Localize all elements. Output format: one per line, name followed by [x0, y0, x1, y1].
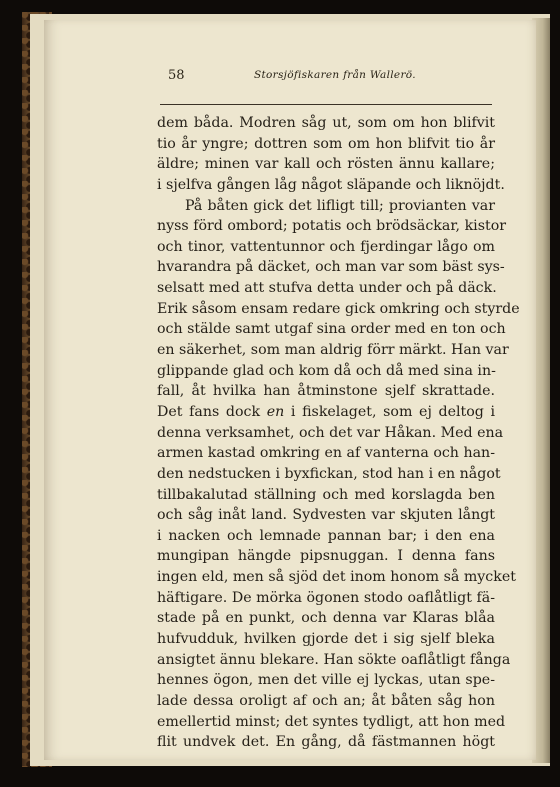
- header-rule: [160, 104, 492, 105]
- page-number: 58: [168, 68, 185, 83]
- text-line: Det fans dock en i fiskelaget, som ej deltog i: [157, 403, 496, 420]
- text-line: i nacken och lemnade pannan bar; i den ena: [157, 527, 495, 544]
- text-line: armen kastad omkring en af vanterna och han-: [157, 445, 495, 462]
- text-line: i sjelfva gången låg något släpande och liknöjdt.: [157, 176, 505, 193]
- text-line: nyss förd ombord; potatis och brödsäckar, kistor: [157, 218, 507, 235]
- text-line: mungipan hängde pipsnuggan. I denna fans: [157, 548, 495, 565]
- text-line: Erik såsom ensam redare gick omkring och styrde: [157, 300, 520, 317]
- text-line: glippande glad och kom då och då med sina in-: [157, 362, 496, 379]
- body-text: [157, 113, 520, 753]
- text-line: den nedstucken i byxfickan, stod han i en något: [157, 465, 501, 482]
- text-line: hennes ögon, men det ville ej lyckas, utan spe-: [157, 672, 495, 689]
- text-line: och stälde samt utgaf sina order med en ton och: [157, 321, 506, 338]
- text-line: denna verksamhet, och det var Håkan. Med ena: [157, 424, 504, 441]
- text-line: tio år yngre; dottren som om hon blifvit tio år: [157, 135, 495, 152]
- text-line: fall, åt hvilka han åtminstone sjelf skrattade.: [157, 383, 495, 400]
- text-line: och såg inåt land. Sydvesten var skjuten långt: [157, 507, 495, 524]
- text-line: dem båda. Modren såg ut, som om hon blifvit: [157, 115, 495, 131]
- text-line: lade dessa oroligt af och an; åt båten såg hon: [157, 692, 495, 709]
- text-line: tillbakalutad ställning och med korslagda ben: [157, 486, 495, 503]
- emphasized-word: en: [266, 403, 285, 420]
- text-line: ansigtet ännu blekare. Han sökte oaflåtligt fånga: [157, 651, 511, 668]
- text-line: häftigare. De mörka ögonen stodo oaflåtligt fä-: [157, 589, 495, 606]
- running-title: Storsjöfiskaren från Wallerö.: [254, 69, 416, 81]
- text-line: emellertid minst; det syntes tydligt, att hon med: [157, 713, 506, 730]
- paragraph-start-line: På båten gick det lifligt till; provianten var: [185, 197, 495, 214]
- text-line: stade på en punkt, och denna var Klaras blåa: [157, 610, 495, 627]
- text-line: äldre; minen var kall och rösten ännu kallare;: [157, 156, 495, 173]
- text-line: och tinor, vattentunnor och fjerdingar lågo om: [157, 238, 495, 255]
- text-line: hufvudduk, hvilken gjorde det i sig sjelf bleka: [157, 631, 495, 648]
- text-line: ingen eld, men så sjöd det inom honom så mycket: [157, 569, 516, 586]
- page-header: [116, 68, 496, 86]
- text-line: flit undvek det. En gång, då fästmannen högt: [157, 734, 495, 751]
- text-line: selsatt med att stufva detta under och på däck.: [157, 280, 497, 297]
- text-line: en säkerhet, som man aldrig förr märkt. Han var: [157, 342, 509, 359]
- text-line: hvarandra på däcket, och man var som bäst sys-: [157, 259, 505, 276]
